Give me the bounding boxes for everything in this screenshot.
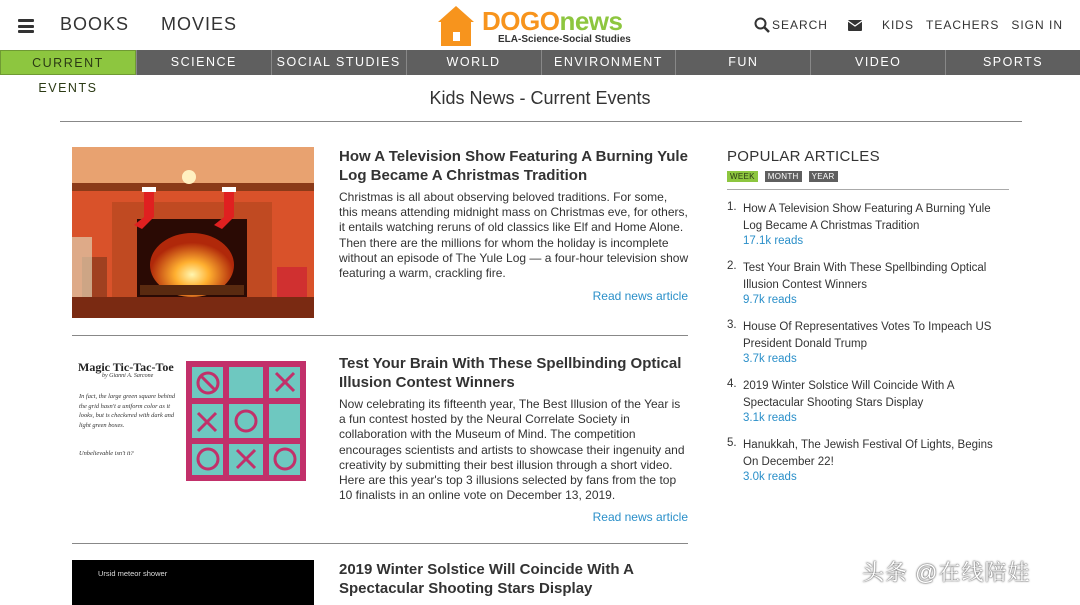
kids-link[interactable]: KIDS (881, 18, 914, 32)
tab-world[interactable]: WORLD (406, 50, 541, 75)
read-count: 3.7k reads (743, 353, 797, 365)
image-note: Unbelievable isn't it? (79, 450, 134, 457)
nav-right (742, 17, 1063, 33)
article-card (72, 560, 688, 605)
popular-article-title[interactable]: 2019 Winter Solstice Will Coincide With A Spectacular Shooting Stars Display (743, 380, 954, 409)
image-caption: Ursid meteor shower (98, 569, 168, 578)
article-card (72, 354, 688, 525)
envelope-icon (848, 20, 862, 31)
article-summary: Christmas is all about observing beloved traditions. For some, this means attending midnight mass on Christmas eve, for others, it entails watching reruns of old classics like Elf and Home Alone. Then there are the millions for whom the holiday is incomplete without an episode of The Yule Log — a four-hour television show featuring a warm, crackling fire. (339, 190, 689, 281)
read-count: 9.7k reads (743, 294, 797, 306)
list-item (727, 199, 1009, 258)
mail-link[interactable] (848, 20, 864, 31)
watermark-text: 头条 @在线陪娃 (862, 560, 1031, 585)
article-thumbnail-meteor[interactable] (72, 560, 314, 605)
divider (60, 121, 1022, 122)
popular-articles-list (727, 199, 1009, 494)
site-logo[interactable] (436, 4, 656, 48)
tic-tac-toe-graphic (186, 361, 306, 481)
tab-environment[interactable]: ENVIRONMENT (541, 50, 676, 75)
read-more-link[interactable]: Read news article (592, 289, 688, 303)
signin-link[interactable]: SIGN IN (1011, 18, 1063, 32)
tab-current-events[interactable]: CURRENT EVENTS (0, 50, 136, 75)
logo-dogo: DOGO (482, 6, 560, 36)
tab-month[interactable]: MONTH (765, 171, 802, 182)
search-link[interactable] (754, 17, 828, 33)
list-item (727, 435, 1009, 494)
rank-number: 2. (727, 260, 737, 272)
tab-science[interactable]: SCIENCE (136, 50, 271, 75)
article-summary: Now celebrating its fifteenth year, The Best Illusion of the Year is a fun contest hosted by the Neural Correlate Society in collaboration with the Museum of Mind. The competition encourages scientists and artists to showcase their ingenuity and creativity by submitting their best illusion through a short video. Here are this year's top 3 illusions selected by fans from the top 10 finalists in an online vote on December 13, 2019. (339, 397, 685, 503)
rank-number: 5. (727, 437, 737, 449)
category-nav (0, 50, 1080, 95)
logo-tagline: ELA-Science-Social Studies (498, 34, 631, 45)
image-byline: by Gianni A. Sarcone (102, 373, 154, 379)
divider (72, 543, 688, 544)
popular-period-tabs (727, 171, 845, 182)
popular-article-title[interactable]: Hanukkah, The Jewish Festival Of Lights, Begins On December 22! (743, 439, 993, 468)
divider (72, 335, 688, 336)
read-count: 3.0k reads (743, 471, 797, 483)
article-thumbnail-tic-tac-toe[interactable] (72, 354, 314, 525)
popular-article-title[interactable]: Test Your Brain With These Spellbinding Optical Illusion Contest Winners (743, 262, 987, 291)
list-item (727, 376, 1009, 435)
image-caption: In fact, the large green square behind the grid hasn't a uniform color as it looks, but is checkered with dark and light green boxes. (79, 393, 176, 429)
teachers-link[interactable]: TEACHERS (925, 18, 1000, 32)
nav-movies-link[interactable]: MOVIES (161, 14, 238, 34)
article-title[interactable]: 2019 Winter Solstice Will Coincide With A Spectacular Shooting Stars Display (339, 561, 634, 597)
tab-social-studies[interactable]: SOCIAL STUDIES (271, 50, 406, 75)
tab-year[interactable]: YEAR (809, 171, 838, 182)
search-label: SEARCH (771, 18, 828, 32)
read-more-link[interactable]: Read news article (592, 510, 688, 524)
rank-number: 4. (727, 378, 737, 390)
rank-number: 1. (727, 201, 737, 213)
divider (727, 189, 1009, 190)
page-title: Kids News - Current Events (429, 88, 651, 108)
nav-left (60, 14, 263, 35)
image-title: Magic Tic-Tac-Toe (78, 360, 174, 374)
house-logo-icon (436, 4, 476, 48)
article-title[interactable]: Test Your Brain With These Spellbinding Optical Illusion Contest Winners (339, 355, 682, 391)
article-title[interactable]: How A Television Show Featuring A Burning Yule Log Became A Christmas Tradition (339, 148, 688, 184)
read-count: 3.1k reads (743, 412, 797, 424)
top-bar (0, 0, 1080, 50)
popular-article-title[interactable]: How A Television Show Featuring A Burning Yule Log Became A Christmas Tradition (743, 203, 991, 232)
list-item (727, 317, 1009, 376)
menu-icon[interactable] (18, 19, 34, 33)
article-thumbnail-yule-log[interactable] (72, 147, 314, 318)
popular-article-title[interactable]: House Of Representatives Votes To Impeach US President Donald Trump (743, 321, 992, 350)
list-item (727, 258, 1009, 317)
nav-books-link[interactable]: BOOKS (60, 14, 130, 34)
rank-number: 3. (727, 319, 737, 331)
read-count: 17.1k reads (743, 235, 804, 247)
logo-news: news (559, 6, 623, 36)
article-card (72, 147, 688, 318)
tab-week[interactable]: WEEK (727, 171, 758, 182)
tab-video[interactable]: VIDEO (810, 50, 945, 75)
tab-fun[interactable]: FUN (675, 50, 810, 75)
search-icon (754, 17, 770, 33)
tab-sports[interactable]: SPORTS (945, 50, 1080, 75)
popular-articles-heading: POPULAR ARTICLES (727, 148, 880, 165)
